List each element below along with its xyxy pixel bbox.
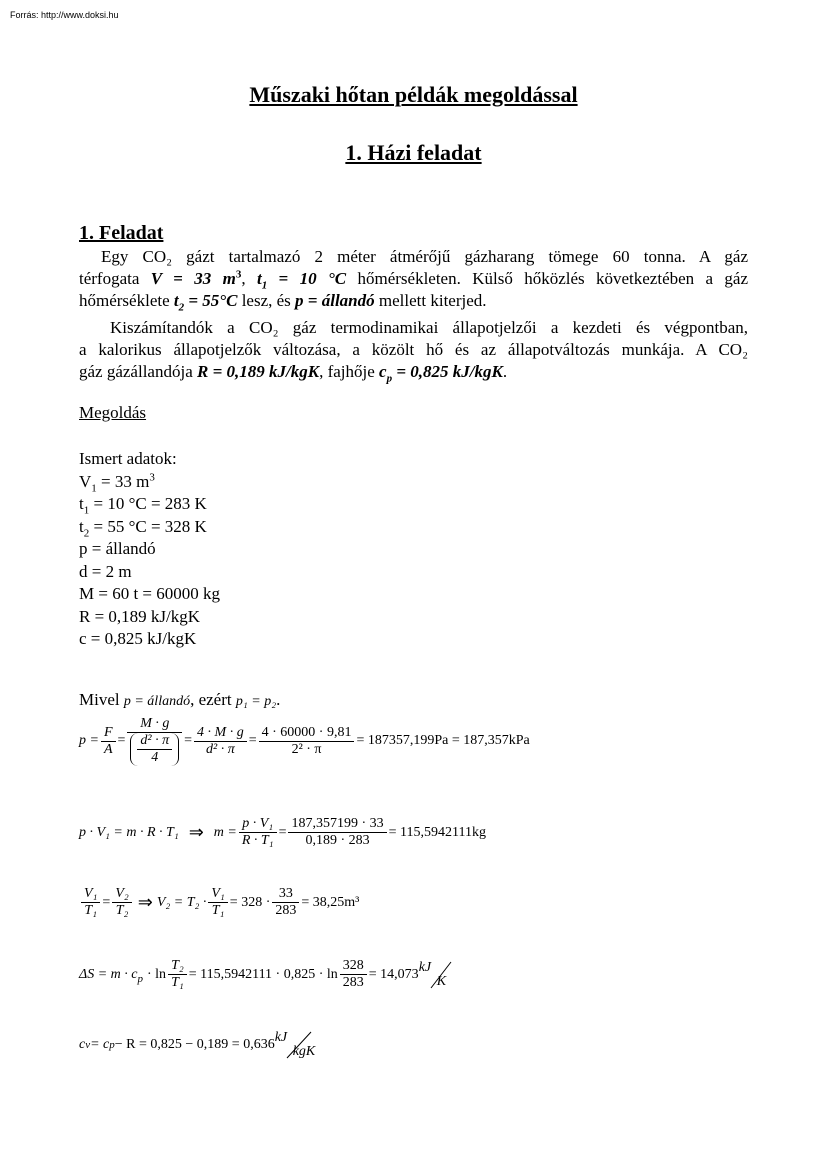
section-heading: 1. Feladat (79, 222, 164, 244)
known-v1: $V_1 = 33$ $m^3$ (79, 470, 155, 494)
known-header: Ismert adatok: (79, 449, 177, 468)
known-c: c = 0,825 kJ/kgK (79, 629, 197, 648)
known-p: p = állandó (79, 539, 156, 558)
known-t1: $t_1 = 10$ °C = 283 K (79, 494, 207, 517)
known-m: M = 60 t = 60000 kg (79, 584, 221, 603)
known-d: d = 2 m (79, 561, 132, 581)
volume-equation: $\frac{\text{V₁}}{\text{T₁}}$ = $\frac{\text{V₂}}{\text{T₂}}$ ⇒ V₂ = T₂ · $\frac{\text{V₁}}{\text{T₁}}$ = 328 · $\frac{33}{283}$ = 38,25m³ (79, 886, 359, 919)
known-data-list (79, 448, 220, 651)
unit-kj-per-k: kJ K (419, 960, 459, 990)
task-paragraph-2 (79, 317, 748, 383)
entropy-equation: $\Delta S = m \cdot c_p$ · ln $\frac{\text{T₂}}{\text{T₁}}$ = 115,5942111 · 0,825 · ln $\frac{328}{283}$ = 14,073 kJ K (79, 958, 459, 991)
pressure-equation: p = $\frac{F}{A}$ = $\frac{M \cdot g}{\frac{\text{d² · π}}{4}}$ = $\frac{4 \cdot M \cdot g}{\text{d² · π}}$ = $\frac{4 \cdot 60000 \cdot 9,81}{\text{2² · π}}$ = 187357,199Pa = 187,357kPa (79, 716, 530, 765)
pressure-condition: Mivel p = állandó, ezért p₁ = p₂. (79, 690, 281, 709)
source-url: Forrás: http://www.doksi.hu (10, 10, 119, 20)
mass-equation: p · V₁ = m · R · T₁ ⇒ m = $\frac{\text{p · V₁}}{\text{R · T₁}}$ = $\frac{187,357199 \cdot 33}{0,189 \cdot 283}$ = 115,5942111kg (79, 816, 486, 848)
page-title: Műszaki hőtan példák megoldással (249, 82, 578, 107)
known-r: R = 0,189 kJ/kgK (79, 606, 201, 626)
solution-heading: Megoldás (79, 403, 147, 422)
task-line: Kiszámítandók a CO₂ gáz termodinamikai állapotjelzői a kezdeti és végpontban, (110, 318, 748, 337)
unit-kj-per-kgk: kJ kgK (274, 1030, 316, 1059)
cv-equation: c v = c p − R = 0,825 − 0,189 = 0,636 kJ kgK (79, 1030, 335, 1060)
page-subtitle: 1. Házi feladat (345, 140, 482, 165)
task-line: gáz gázállandója R = 0,189 kJ/kgK, fajhője $c_p = 0,825$ kJ/kgK. (79, 362, 508, 385)
task-line: a kalorikus állapotjelzők változása, a közölt hő és az állapotváltozás munkája. A CO₂ (79, 340, 748, 359)
task-line: hőmérséklete $t_2 = 55^\circ C$ lesz, és p = állandó mellett kiterjed. (79, 291, 487, 314)
task-paragraph-1 (79, 246, 748, 312)
task-line: Egy CO₂ gázt tartalmazó 2 méter átmérőjű gázharang tömege 60 tonna. A gáz (101, 247, 748, 266)
known-t2: $t_2 = 55$ °C = 328 K (79, 516, 207, 539)
task-line: térfogata V = 33 $m^3$, $t_1 = 10$ °C hőmérsékleten. Külső hőközlés következtében a gáz (79, 268, 749, 292)
